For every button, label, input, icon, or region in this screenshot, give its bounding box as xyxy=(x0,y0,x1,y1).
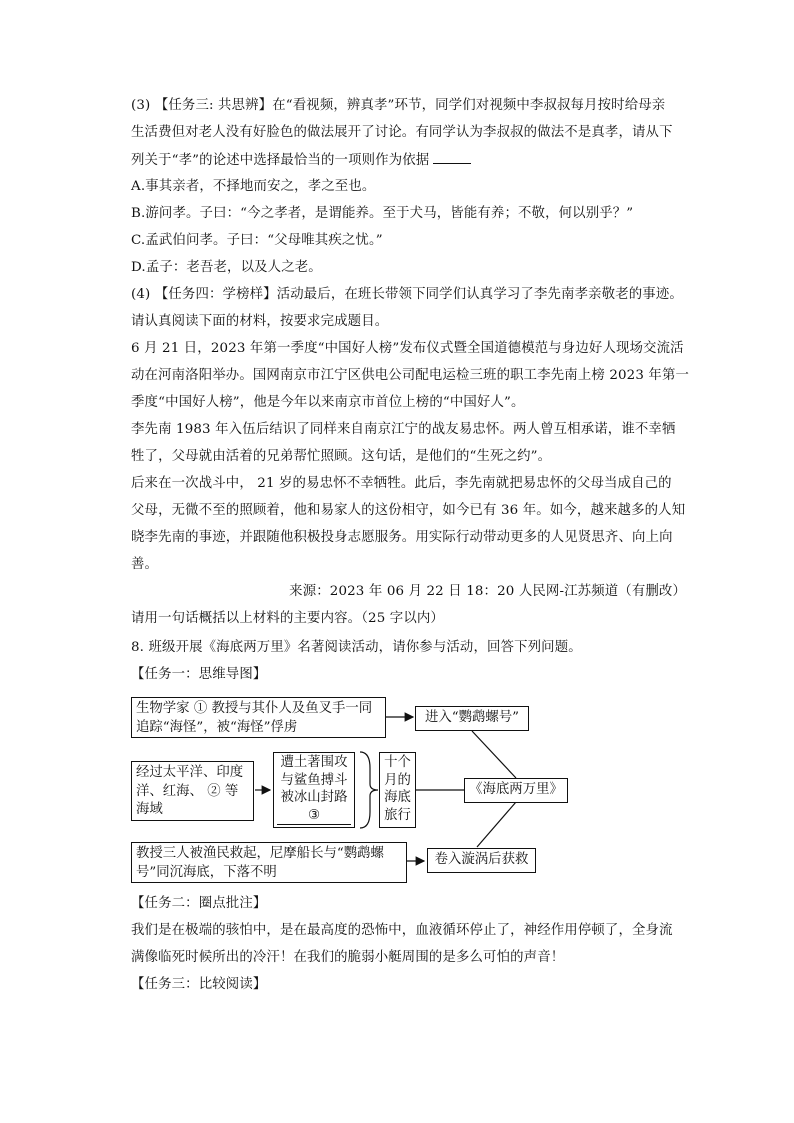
material-line-3: 季度“中国好人榜”，他是今年以来南京市首位上榜的“中国好人”。 xyxy=(131,395,525,410)
q4-line-1: (4) 【任务四：学榜样】活动最后，在班长带领下同学们认真学习了李先南孝亲敬老的事迹。 xyxy=(131,287,683,302)
material-line-7: 父母，无微不至的照顾着，他和易家人的这份相守，如今已有 36 年。如今，越来越多的人知 xyxy=(131,503,686,518)
q4-prompt: 请用一句话概括以上材料的主要内容。（25 字以内） xyxy=(131,611,444,626)
q3-option-b: B.游问孝。子曰：“今之孝者，是谓能养。至于犬马，皆能有养；不敬，何以别乎？” xyxy=(131,206,634,221)
box-route-line-3: 海域 xyxy=(136,802,163,817)
box-ten-months-line-3: 海底 xyxy=(384,790,411,805)
task3-title: 【任务三：比较阅读】 xyxy=(131,977,267,992)
box-ten-months-line-4: 旅行 xyxy=(384,807,411,823)
box-adventures-line-4: ③ xyxy=(277,807,351,826)
map-box-capture xyxy=(131,697,386,738)
map-box-rescued xyxy=(427,848,536,873)
line-bottom xyxy=(477,802,516,847)
map-box-book-title xyxy=(464,778,568,803)
box-adventures-line-3: 被冰山封路 xyxy=(280,790,348,805)
task2-line-1: 我们是在极端的骇怕中，是在最高度的恐怖中，血液循环停止了，神经作用停顿了，全身流 xyxy=(131,923,673,938)
map-box-ten-months xyxy=(379,752,416,828)
q4-line-2: 请认真阅读下面的材料，按要求完成题目。 xyxy=(131,314,389,329)
map-box-nautilus xyxy=(415,706,529,731)
box-ending-line-1: 教授三人被渔民救起，尼摩船长与“鹦鹉螺 xyxy=(136,846,384,861)
box-book-title-label: 《海底两万里》 xyxy=(469,782,563,797)
box-ten-months-line-2: 月的 xyxy=(384,772,411,788)
source-citation: 来源：2023 年 06 月 22 日 18：20 人民网-江苏频道（有删改） xyxy=(289,584,686,599)
box-rescued-label: 卷入漩涡后获救 xyxy=(434,852,529,867)
map-box-adventures xyxy=(273,752,355,828)
q3-line-1: (3) 【任务三: 共思辨】在“看视频，辨真孝”环节，同学们对视频中李叔叔每月按时给母亲 xyxy=(131,98,666,113)
material-line-5: 牲了，父母就由活着的兄弟帮忙照顾。这句话，是他们的“生死之约”。 xyxy=(131,449,552,464)
box-route-line-1: 经过太平洋、印度 xyxy=(136,765,244,780)
map-box-route xyxy=(131,761,254,821)
box-route-line-2: 洋、红海、 ② 等 xyxy=(136,783,239,799)
task2-line-2: 满像临死时候所出的冷汗！在我们的脆弱小艇周围的是多么可怕的声音！ xyxy=(131,950,565,965)
material-line-2: 动在河南洛阳举办。国网南京市江宁区供电公司配电运检三班的职工李先南上榜 2023 年第一 xyxy=(131,368,690,383)
q3-option-c: C.孟武伯问孝。子曰：“父母唯其疾之忧。” xyxy=(131,233,383,248)
box-adventures-line-2: 与鲨鱼搏斗 xyxy=(280,772,348,788)
line-top xyxy=(472,731,516,778)
box-adventures-line-1: 遭土著围攻 xyxy=(280,755,348,770)
material-line-1: 6 月 21 日，2023 年第一季度“中国好人榜”发布仪式暨全国道德模范与身边好人现场交流活 xyxy=(131,341,684,356)
q3-option-a: A.事其亲者，不择地而安之，孝之至也。 xyxy=(131,179,376,194)
material-line-4: 李先南 1983 年入伍后结识了同样来自南京江宁的战友易忠怀。两人曾互相承诺，谁不幸牺 xyxy=(131,422,676,437)
material-line-8: 晓李先南的事迹，并跟随他积极投身志愿服务。用实际行动带动更多的人见贤思齐、向上向 xyxy=(131,530,673,545)
box-nautilus-label: 进入“鹦鹉螺号” xyxy=(424,710,520,725)
curly-brace xyxy=(360,752,378,828)
task1-title: 【任务一：思维导图】 xyxy=(131,667,267,682)
q3-line-2: 生活费但对老人没有好脸色的做法展开了讨论。有同学认为李叔叔的做法不是真孝，请从下 xyxy=(131,125,673,140)
task2-title: 【任务二：圈点批注】 xyxy=(131,896,267,911)
q8-intro: 8. 班级开展《海底两万里》名著阅读活动，请你参与活动，回答下列问题。 xyxy=(131,640,582,655)
box-ending-line-2: 号”同沉海底，下落不明 xyxy=(136,864,277,880)
map-box-ending xyxy=(131,842,407,883)
box-capture-line-2: 追踪“海怪”，被“海怪”俘虏 xyxy=(136,719,298,735)
q3-line-3-text: 列关于“孝”的论述中选择最恰当的一项则作为依据 xyxy=(131,153,430,168)
box-capture-line-1: 生物学家 ① 教授与其仆人及鱼叉手一同 xyxy=(136,701,373,716)
material-line-6: 后来在一次战斗中， 21 岁的易忠怀不幸牺牲。此后，李先南就把易忠怀的父母当成自己的 xyxy=(131,476,672,491)
material-line-9: 善。 xyxy=(131,557,159,572)
box-ten-months-line-1: 十个 xyxy=(384,755,411,770)
q3-option-d: D.孟子：老吾老，以及人之老。 xyxy=(131,260,322,275)
